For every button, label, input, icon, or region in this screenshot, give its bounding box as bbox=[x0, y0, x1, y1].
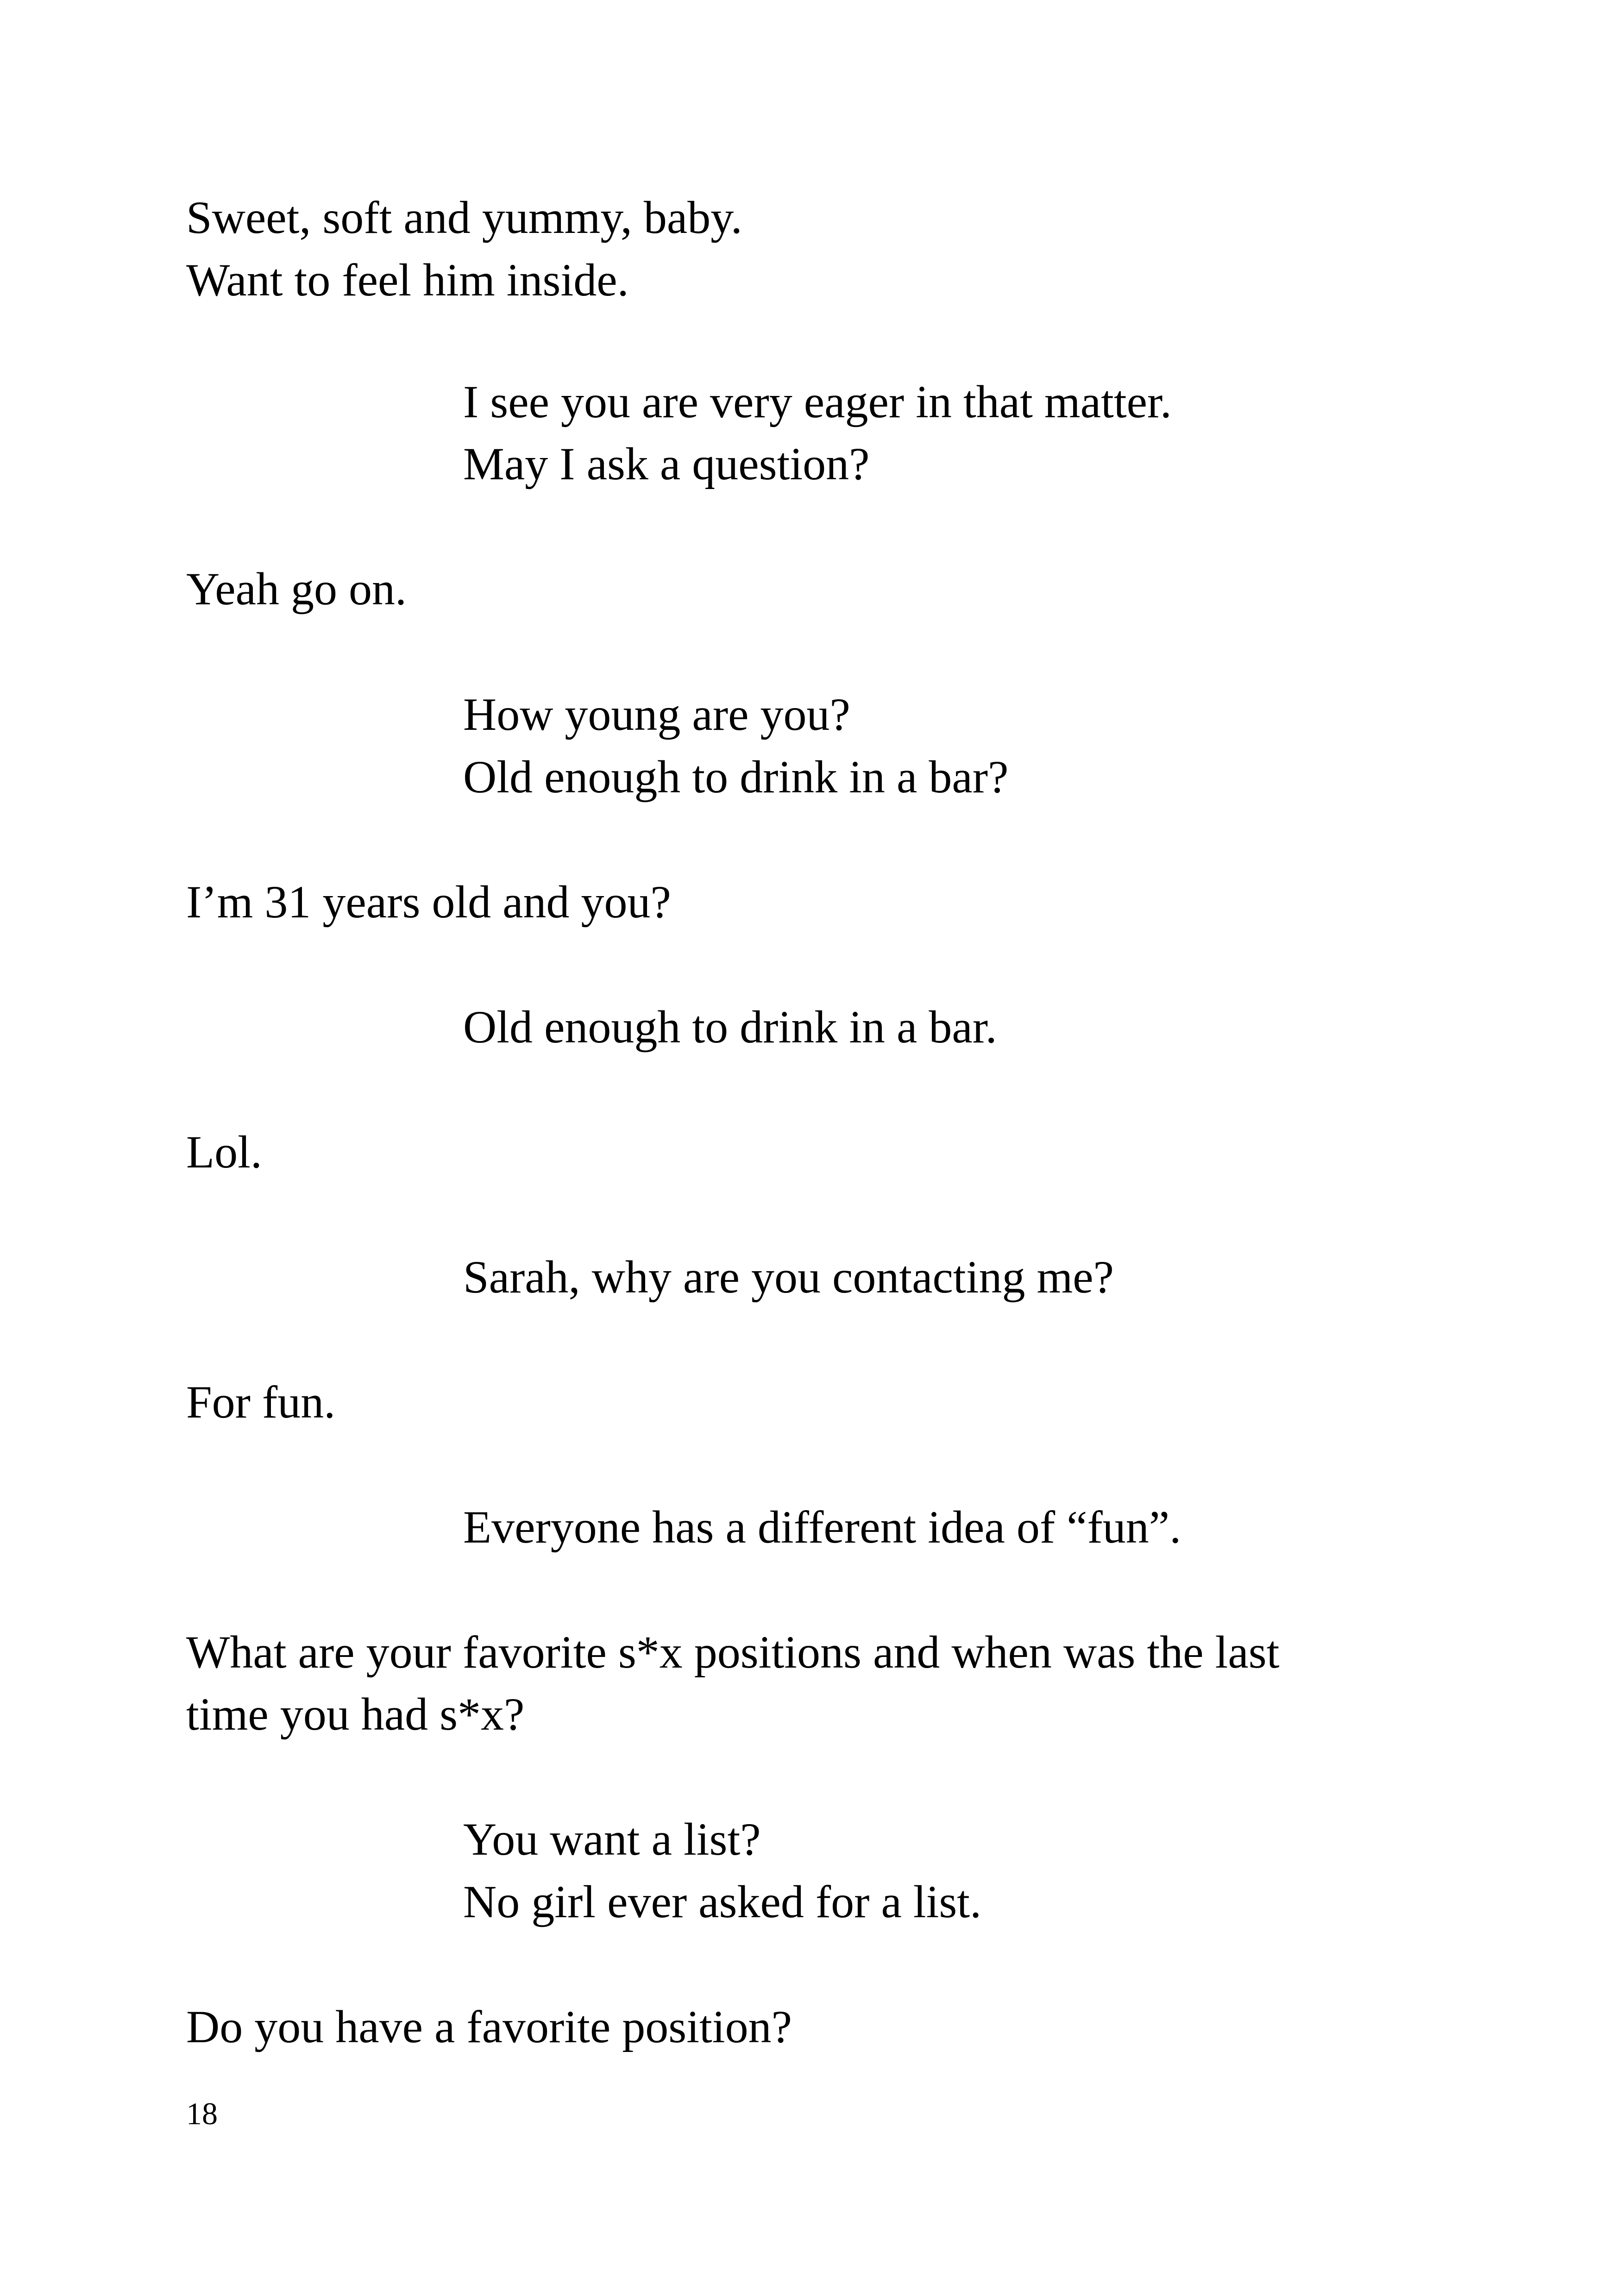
text-line: Lol. bbox=[186, 1126, 262, 1178]
text-line: You want a list? bbox=[463, 1813, 761, 1865]
text-line: How young are you? bbox=[463, 689, 850, 740]
text-line: What are your favorite s*x positions and when was the last bbox=[186, 1626, 1280, 1678]
text-line: Sarah, why are you contacting me? bbox=[463, 1251, 1114, 1303]
text-line: May I ask a question? bbox=[463, 438, 870, 489]
text-line: Yeah go on. bbox=[186, 563, 407, 615]
text-line: I see you are very eager in that matter. bbox=[463, 376, 1172, 427]
page-number: 18 bbox=[186, 2096, 218, 2131]
text-line: Sweet, soft and yummy, baby. bbox=[186, 192, 742, 243]
text-line: Old enough to drink in a bar? bbox=[463, 751, 1009, 803]
text-line: Want to feel him inside. bbox=[186, 254, 629, 306]
text-line: I’m 31 years old and you? bbox=[186, 876, 671, 928]
text-line: For fun. bbox=[186, 1376, 336, 1428]
text-line: Old enough to drink in a bar. bbox=[463, 1001, 997, 1053]
text-line: time you had s*x? bbox=[186, 1688, 525, 1740]
text-line: Everyone has a different idea of “fun”. bbox=[463, 1501, 1181, 1553]
text-line: No girl ever asked for a list. bbox=[463, 1876, 982, 1927]
text-line: Do you have a favorite position? bbox=[186, 2001, 792, 2052]
